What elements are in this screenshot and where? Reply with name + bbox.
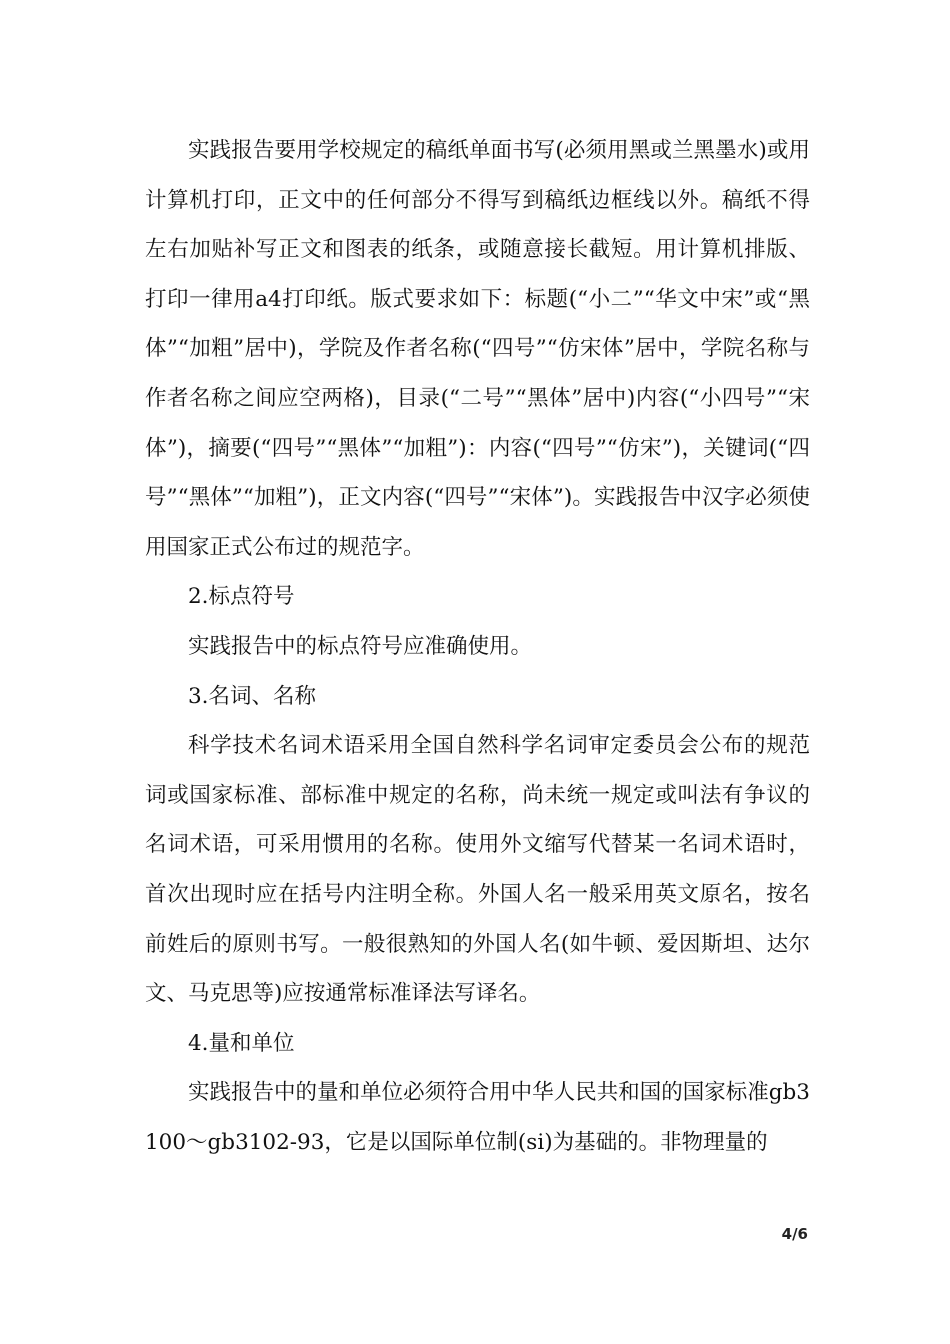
paragraph-terms-names: 科学技术名词术语采用全国自然科学名词审定委员会公布的规范词或国家标准、部标准中规定的名称，尚未统一规定或叫法有争议的名词术语，可采用惯用的名称。使用外文缩写代替某一名词术语时，首次出现时应在括号内注明全称。外国人名一般采用英文原名，按名前姓后的原则书写。一般很熟知的外国人名(如牛顿、爱因斯坦、达尔文、马克思等)应按通常标准译法写译名。 bbox=[145, 733, 810, 1007]
document-body bbox=[145, 126, 810, 1167]
section-heading-terms-names: 3.名词、名称 bbox=[188, 683, 317, 709]
paragraph-quantities-units: 实践报告中的量和单位必须符合用中华人民共和国的国家标准gb3100～gb3102-93，它是以国际单位制(si)为基础的。非物理量的 bbox=[145, 1080, 810, 1155]
paragraph-punctuation: 实践报告中的标点符号应准确使用。 bbox=[188, 633, 533, 659]
paragraph-formatting-requirements: 实践报告要用学校规定的稿纸单面书写(必须用黑或兰黑墨水)或用计算机打印，正文中的任何部分不得写到稿纸边框线以外。稿纸不得左右加贴补写正文和图表的纸条，或随意接长截短。用计算机排版、打印一律用a4打印纸。版式要求如下：标题(“小二”“华文中宋”或“黑体”“加粗”居中)，学院及作者名称(“四号”“仿宋体”居中，学院名称与作者名称之间应空两格)，目录(“二号”“黑体”居中)内容(“小四号”“宋体”)，摘要(“四号”“黑体”“加粗”)：内容(“四号”“仿宋”)，关键词(“四号”“黑体”“加粗”)，正文内容(“四号”“宋体”)。实践报告中汉字必须使用国家正式公布过的规范字。 bbox=[145, 138, 810, 560]
page-number: 4/6 bbox=[781, 1225, 808, 1243]
section-heading-quantities-units: 4.量和单位 bbox=[188, 1030, 295, 1056]
section-heading-punctuation: 2.标点符号 bbox=[188, 584, 295, 610]
